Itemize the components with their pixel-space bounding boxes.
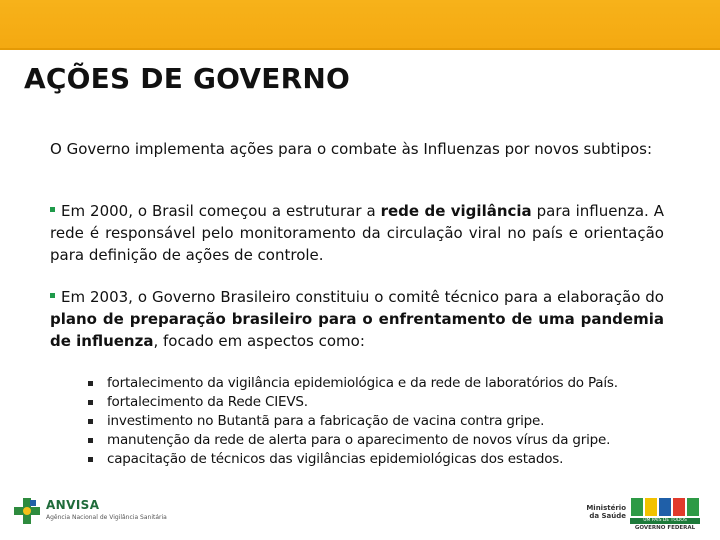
p3-text-before: Em 2003, o Governo Brasileiro constituiu o comitê técnico para a elaboração do bbox=[61, 288, 664, 306]
bullet-icon bbox=[88, 457, 93, 462]
anvisa-emblem-icon bbox=[12, 496, 42, 526]
p2-text-before: Em 2000, o Brasil começou a estruturar a bbox=[61, 202, 381, 220]
list-item-text: manutenção da rede de alerta para o aparecimento de novos vírus da gripe. bbox=[107, 432, 611, 448]
list-item bbox=[88, 374, 698, 393]
brasil-wordmark-icon bbox=[630, 496, 700, 518]
green-bullet-icon bbox=[50, 207, 55, 212]
list-item bbox=[88, 431, 698, 450]
p2-text-after: para influenza. A rede é responsável pelo monitoramento da circulação viral no país e orientação para definição de ações de controle. bbox=[50, 202, 665, 264]
ministerio-logo bbox=[578, 504, 626, 520]
ministerio-line1: Ministério bbox=[586, 504, 626, 512]
paragraph-vigilancia bbox=[50, 200, 664, 266]
brasil-slogan: UM PAÍS DE TODOS bbox=[630, 518, 700, 524]
list-item bbox=[88, 412, 698, 431]
bullet-icon bbox=[88, 381, 93, 386]
anvisa-logo bbox=[12, 494, 167, 530]
bullet-icon bbox=[88, 419, 93, 424]
list-item-text: fortalecimento da Rede CIEVS. bbox=[107, 394, 308, 410]
p3-text-after: , focado em aspectos como: bbox=[153, 332, 365, 350]
paragraph-plano bbox=[50, 286, 664, 352]
governo-federal-label: GOVERNO FEDERAL bbox=[634, 525, 696, 531]
list-item bbox=[88, 393, 698, 412]
p3-text-bold: plano de preparação brasileiro para o enfrentamento de uma pandemia de influenza bbox=[50, 310, 664, 350]
list-item-text: capacitação de técnicos das vigilâncias epidemiológicas dos estados. bbox=[107, 451, 564, 467]
list-item-text: investimento no Butantã para a fabricação de vacina contra gripe. bbox=[107, 413, 545, 429]
aspects-list bbox=[88, 374, 698, 469]
header-divider bbox=[0, 48, 720, 50]
bullet-icon bbox=[88, 438, 93, 443]
ministerio-line2: da Saúde bbox=[589, 512, 626, 520]
p2-text-bold: rede de vigilância bbox=[380, 202, 532, 220]
list-item-text: fortalecimento da vigilância epidemiológica e da rede de laboratórios do País. bbox=[107, 375, 618, 391]
green-bullet-icon bbox=[50, 293, 55, 298]
header-bar bbox=[0, 0, 720, 48]
bullet-icon bbox=[88, 400, 93, 405]
brasil-logo bbox=[630, 496, 710, 532]
intro-paragraph: O Governo implementa ações para o combate às Influenzas por novos subtipos: bbox=[50, 140, 653, 158]
slide-title: AÇÕES DE GOVERNO bbox=[24, 62, 351, 95]
anvisa-subtitle: Agência Nacional de Vigilância Sanitária bbox=[46, 514, 167, 521]
anvisa-name: ANVISA bbox=[46, 498, 100, 512]
list-item bbox=[88, 450, 698, 469]
